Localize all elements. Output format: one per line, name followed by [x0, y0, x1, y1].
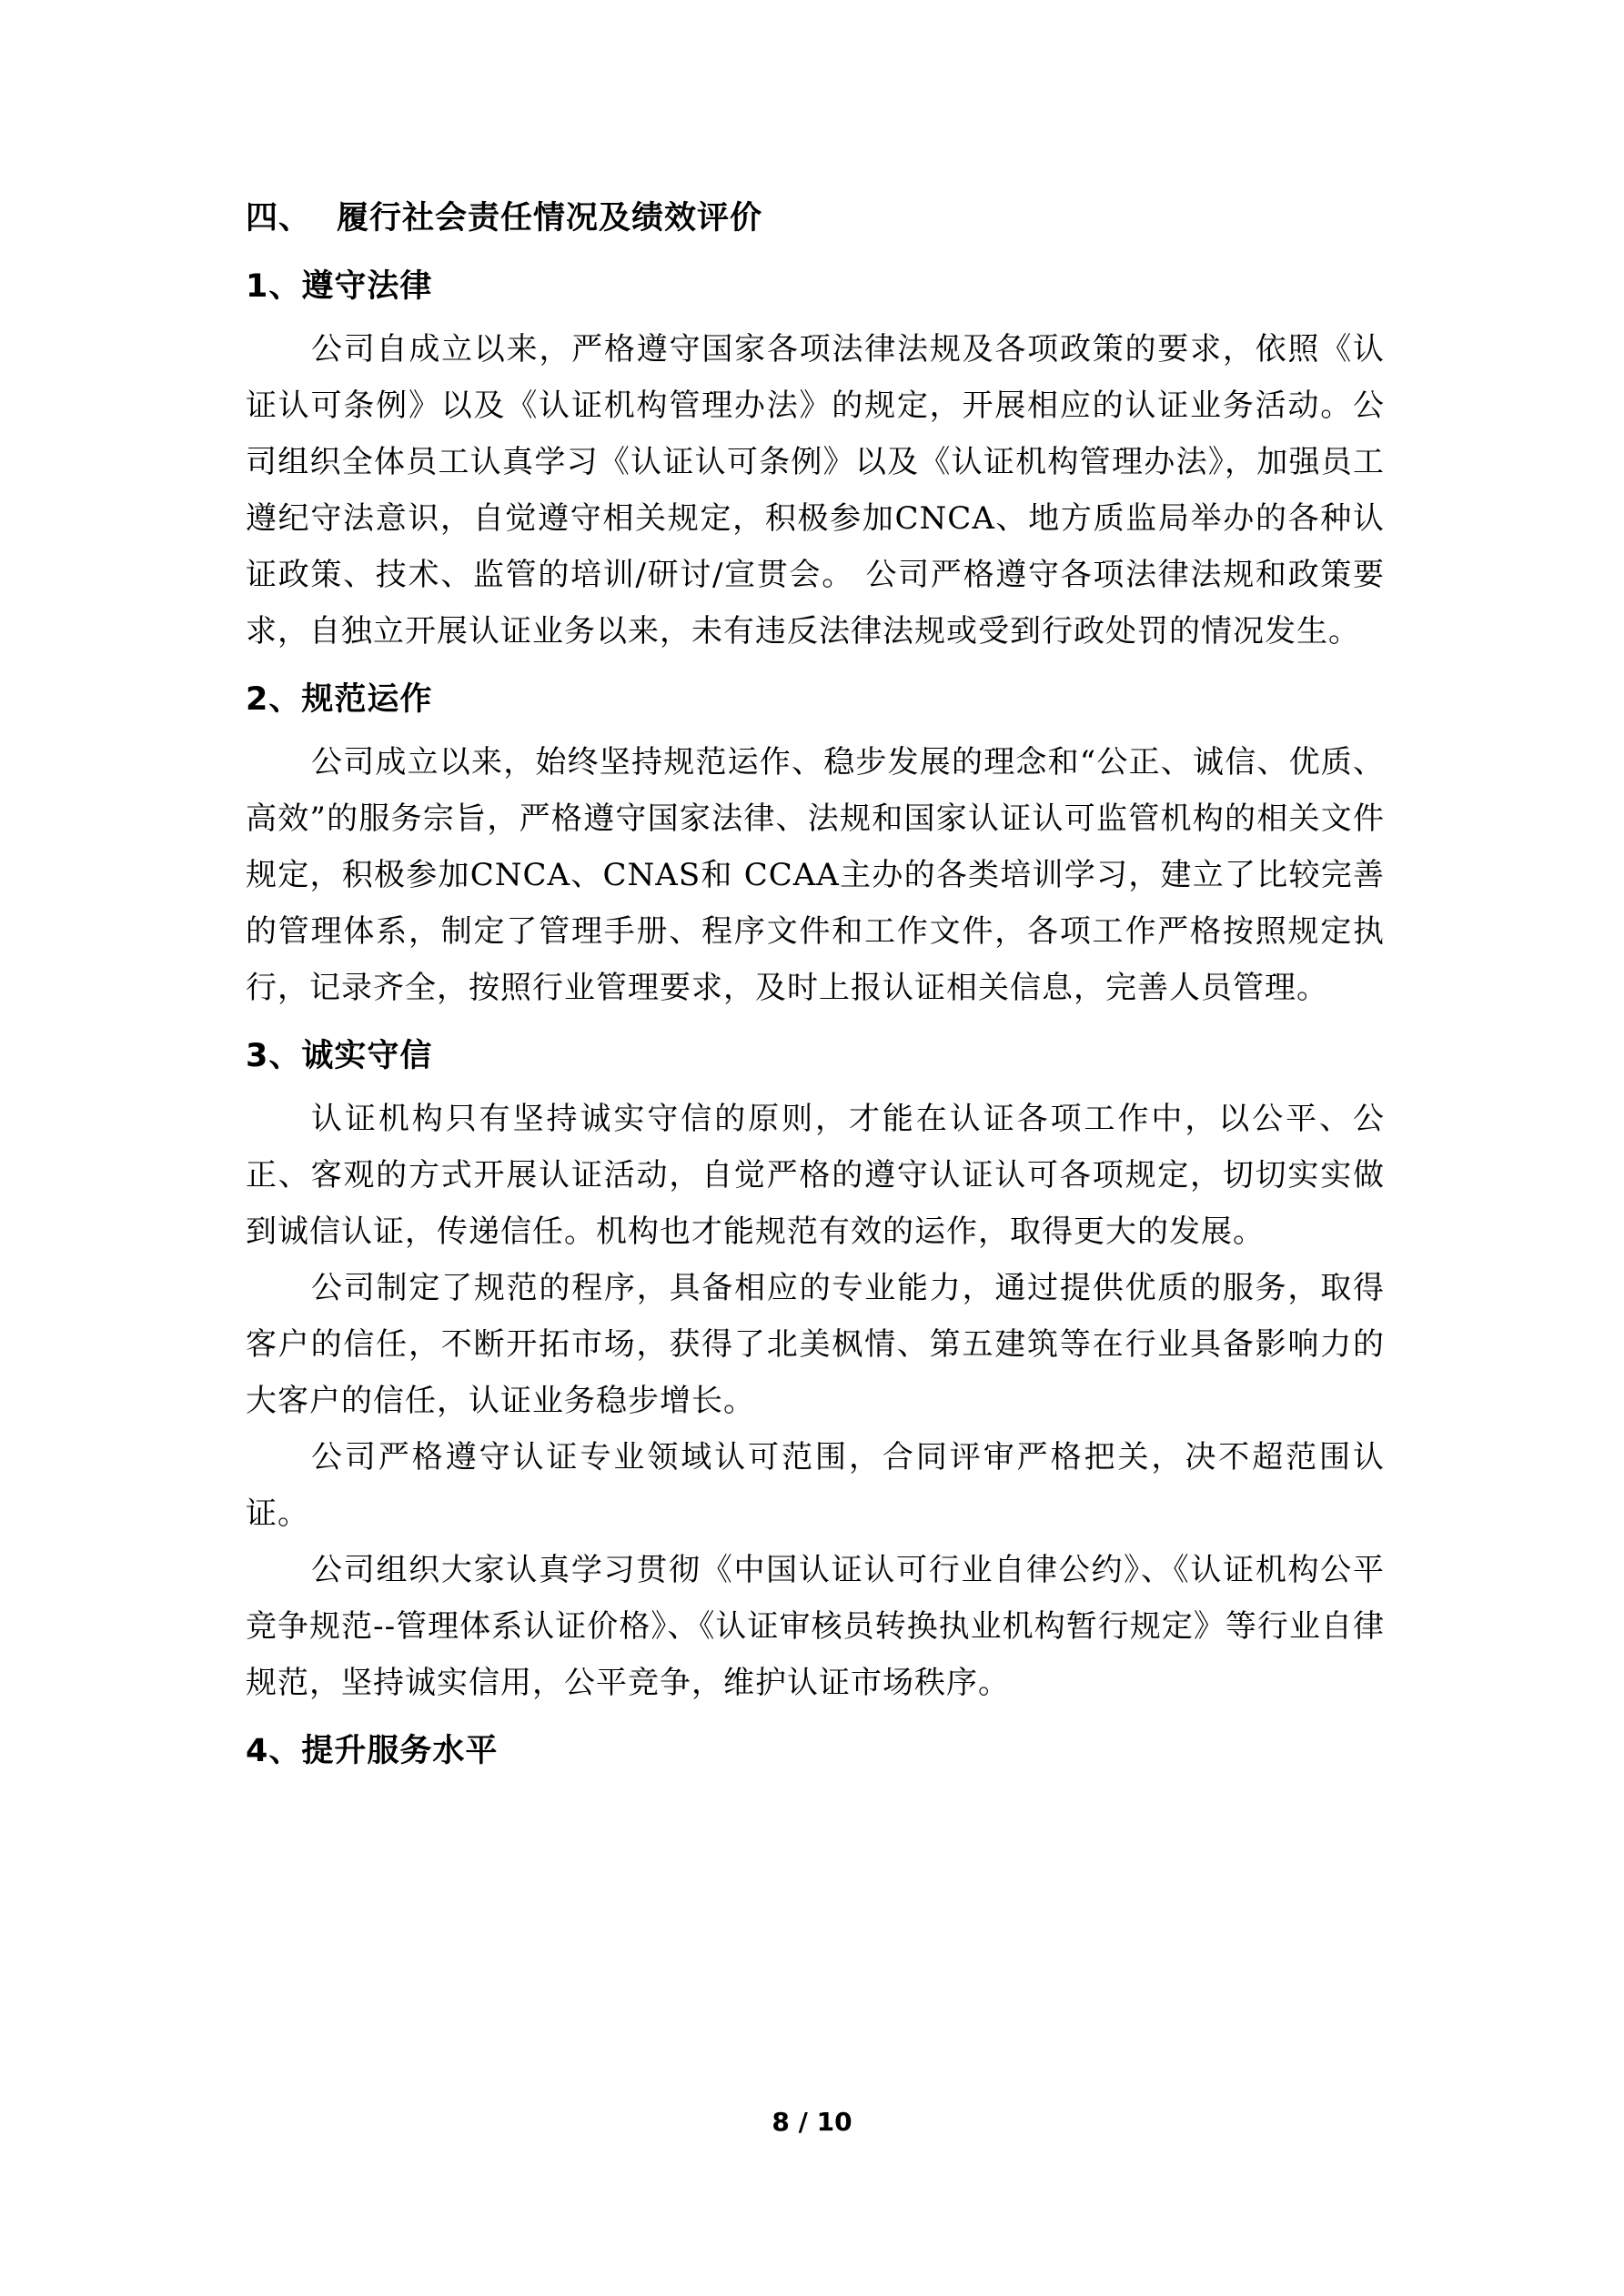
section-title: 履行社会责任情况及绩效评价	[337, 200, 763, 237]
body-paragraph: 认证机构只有坚持诚实守信的原则，才能在认证各项工作中，以公平、公正、客观的方式开展认证活动，自觉严格的遵守认证认可各项规定，切切实实做到诚信认证，传递信任。机构也才能规范有效的运作，取得更大的发展。	[246, 1101, 1385, 1250]
subsection-heading: 2、规范运作	[246, 681, 433, 718]
body-paragraph: 公司制定了规范的程序，具备相应的专业能力，通过提供优质的服务，取得客户的信任，不断开拓市场，获得了北美枫情、第五建筑等在行业具备影响力的大客户的信任，认证业务稳步增长。	[246, 1270, 1385, 1419]
subsection-heading: 4、提升服务水平	[246, 1733, 499, 1769]
body-paragraph: 公司组织大家认真学习贯彻《中国认证认可行业自律公约》、《认证机构公平竞争规范--管理体系认证价格》、《认证审核员转换执业机构暂行规定》等行业自律规范，坚持诚实信用，公平竞争，维护认证市场秩序。	[246, 1552, 1385, 1701]
document-body	[246, 185, 1385, 1786]
body-paragraph: 公司严格遵守认证专业领域认可范围，合同评审严格把关，决不超范围认证。	[246, 1439, 1385, 1532]
subsection-heading: 1、遵守法律	[246, 268, 433, 305]
section-heading	[246, 185, 1385, 252]
section-number: 四、	[246, 200, 312, 237]
subsection-heading: 3、诚实守信	[246, 1038, 433, 1074]
page-number: 8 / 10	[772, 2107, 852, 2137]
body-paragraph: 公司成立以来，始终坚持规范运作、稳步发展的理念和“公正、诚信、优质、高效”的服务宗旨，严格遵守国家法律、法规和国家认证认可监管机构的相关文件规定，积极参加CNCA、CNAS和 CCAA主办的各类培训学习，建立了比较完善的管理体系，制定了管理手册、程序文件和工作文件，各项工作严格按照规定执行，记录齐全，按照行业管理要求，及时上报认证相关信息，完善人员管理。	[246, 744, 1385, 1006]
body-paragraph: 公司自成立以来，严格遵守国家各项法律法规及各项政策的要求，依照《认证认可条例》以及《认证机构管理办法》的规定，开展相应的认证业务活动。公司组织全体员工认真学习《认证认可条例》以及《认证机构管理办法》，加强员工遵纪守法意识，自觉遵守相关规定，积极参加CNCA、地方质监局举办的各种认证政策、技术、监管的培训/研讨/宣贯会。 公司严格遵守各项法律法规和政策要求，自独立开展认证业务以来，未有违反法律法规或受到行政处罚的情况发生。	[246, 331, 1385, 650]
